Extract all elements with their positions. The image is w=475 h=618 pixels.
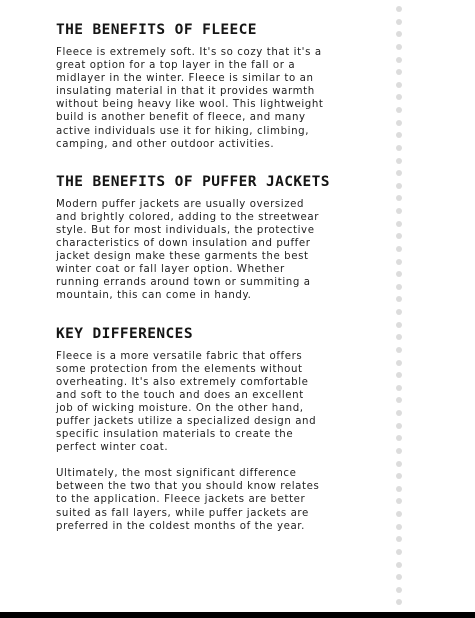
rail-dot xyxy=(396,183,402,189)
section-heading: KEY DIFFERENCES xyxy=(56,325,193,342)
rail-dot xyxy=(396,69,402,75)
rail-dot xyxy=(396,372,402,378)
rail-dot xyxy=(396,158,402,164)
rail-dot xyxy=(396,498,402,504)
rail-dot xyxy=(396,120,402,126)
rail-dot xyxy=(396,221,402,227)
rail-dot xyxy=(396,473,402,479)
section-key-differences xyxy=(56,324,324,533)
rail-dot xyxy=(396,107,402,113)
rail-dot xyxy=(396,145,402,151)
rail-dot xyxy=(396,549,402,555)
rail-dot xyxy=(396,309,402,315)
rail-dot xyxy=(396,385,402,391)
rail-dot xyxy=(396,587,402,593)
rail-dot xyxy=(396,562,402,568)
bottom-edge-bar xyxy=(0,612,475,618)
rail-dot xyxy=(396,6,402,12)
rail-dot xyxy=(396,423,402,429)
rail-dot xyxy=(396,524,402,530)
rail-dot xyxy=(396,574,402,580)
rail-dot xyxy=(396,246,402,252)
rail-dot xyxy=(396,132,402,138)
section-benefits-of-fleece xyxy=(56,20,324,151)
section-paragraph: Fleece is a more versatile fabric that offers some protection from the elements without overheating. It's also extremely comfortable and soft to the touch and does an excellent job of wicking moisture. On the other hand, puffer jackets utilize a specialized design and specific insulation materials to create the perfect winter coat. xyxy=(56,350,317,454)
rail-dot xyxy=(396,271,402,277)
rail-dot xyxy=(396,322,402,328)
rail-dot xyxy=(396,296,402,302)
dotted-divider-rail xyxy=(395,6,403,606)
rail-dot xyxy=(396,511,402,517)
rail-dot xyxy=(396,461,402,467)
rail-dot xyxy=(396,410,402,416)
rail-dot xyxy=(396,82,402,88)
rail-dot xyxy=(396,347,402,353)
rail-dot xyxy=(396,19,402,25)
section-heading: THE BENEFITS OF PUFFER JACKETS xyxy=(56,173,330,190)
rail-dot xyxy=(396,284,402,290)
rail-dot xyxy=(396,536,402,542)
rail-dot xyxy=(396,195,402,201)
section-paragraph: Fleece is extremely soft. It's so cozy that it's a great option for a top layer in the fall or a midlayer in the winter. Fleece is similar to an insulating material in that it provides warmth without being heavy like wool. This lightweight build is another benefit of fleece, and many active individuals use it for hiking, climbing, camping, and other outdoor activities. xyxy=(56,47,324,150)
rail-dot xyxy=(396,57,402,63)
section-paragraph: Ultimately, the most significant difference between the two that you should know relates to the application. Fleece jackets are better suited as fall layers, while puffer jackets are preferred in the coldest months of the year. xyxy=(56,468,320,532)
rail-dot xyxy=(396,170,402,176)
rail-dot xyxy=(396,334,402,340)
rail-dot xyxy=(396,397,402,403)
rail-dot xyxy=(396,448,402,454)
rail-dot xyxy=(396,360,402,366)
rail-dot xyxy=(396,599,402,605)
rail-dot xyxy=(396,94,402,100)
rail-dot xyxy=(396,44,402,50)
rail-dot xyxy=(396,31,402,37)
rail-dot xyxy=(396,435,402,441)
article-content xyxy=(56,20,330,533)
rail-dot xyxy=(396,259,402,265)
rail-dot xyxy=(396,486,402,492)
section-heading: THE BENEFITS OF FLEECE xyxy=(56,22,257,38)
section-benefits-of-puffer-jackets xyxy=(56,172,330,303)
rail-dot xyxy=(396,233,402,239)
rail-dot xyxy=(396,208,402,214)
section-paragraph: Modern puffer jackets are usually oversized and brightly colored, adding to the streetwear style. But for most individuals, the protective characteristics of down insulation and puffer jacket design make these garments the best winter coat or fall layer option. Whether running errands around town or summiting a mountain, this can come in handy. xyxy=(56,198,319,302)
